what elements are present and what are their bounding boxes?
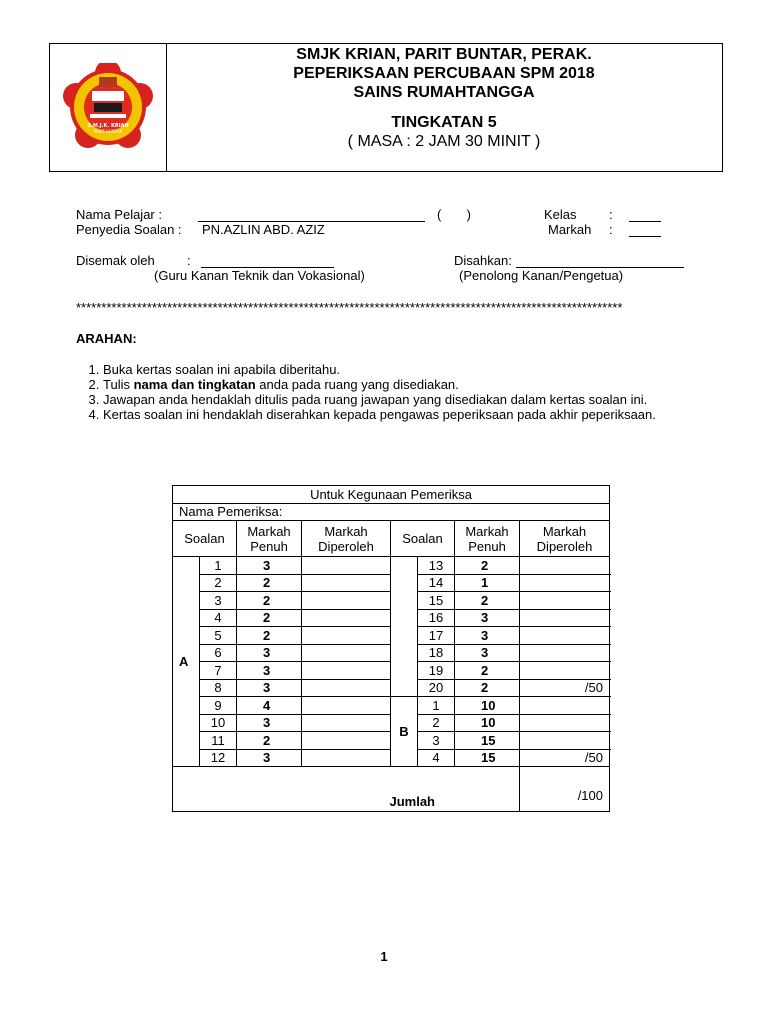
full-mark: 3 xyxy=(455,627,520,645)
section-a-label: A xyxy=(173,557,200,767)
question-number: 3 xyxy=(200,592,237,610)
table-row xyxy=(173,557,610,575)
question-number: 14 xyxy=(418,574,455,592)
obtained-mark-cell[interactable] xyxy=(302,574,391,592)
class-label: Kelas xyxy=(544,207,577,222)
question-number: 19 xyxy=(418,662,455,680)
class-colon: : xyxy=(609,207,613,222)
full-mark: 3 xyxy=(455,609,520,627)
table-row xyxy=(173,697,610,715)
form-title: TINGKATAN 5 xyxy=(391,114,497,131)
duration: ( MASA : 2 JAM 30 MINIT ) xyxy=(347,133,541,150)
logo-text: S.M.J.K. KRIAN xyxy=(87,123,129,129)
full-mark: 3 xyxy=(237,662,302,680)
instruction-item: 4. Kertas soalan ini hendaklah diserahkan kepada pengawas peperiksaan pada akhir peperiksaan. xyxy=(103,407,726,422)
obtained-mark-cell[interactable] xyxy=(302,644,391,662)
student-name-label: Nama Pelajar : xyxy=(76,207,162,222)
instruction-item: 2. Tulis nama dan tingkatan anda pada ruang yang disediakan. xyxy=(103,377,726,392)
obtained-mark-cell[interactable] xyxy=(520,592,610,610)
obtained-mark-cell[interactable] xyxy=(520,609,610,627)
obtained-mark-cell[interactable] xyxy=(302,609,391,627)
obtained-mark-cell[interactable] xyxy=(520,714,610,732)
full-mark: 2 xyxy=(455,679,520,697)
section-a-spacer xyxy=(391,557,418,697)
obtained-mark-cell[interactable] xyxy=(302,662,391,680)
approved-role: (Penolong Kanan/Pengetua) xyxy=(459,268,624,283)
col-header-obtained: Markah Diperoleh xyxy=(302,521,391,557)
logo-subtext: PARIT BUNTAR xyxy=(93,129,123,134)
divider: ************************************************************************************************************ xyxy=(76,300,623,315)
school-name: SMJK KRIAN, PARIT BUNTAR, PERAK. xyxy=(296,46,592,63)
question-number: 7 xyxy=(200,662,237,680)
page-number: 1 xyxy=(380,949,388,964)
obtained-mark-cell[interactable] xyxy=(302,557,391,575)
col-header-full: Markah Penuh xyxy=(455,521,520,557)
question-number: 2 xyxy=(200,574,237,592)
question-number: 8 xyxy=(200,679,237,697)
total-row xyxy=(173,767,610,812)
obtained-mark-cell[interactable] xyxy=(302,697,391,715)
question-number: 2 xyxy=(418,714,455,732)
col-header-question: Soalan xyxy=(391,521,455,557)
total-label: Jumlah xyxy=(173,767,520,812)
marks-table xyxy=(172,485,610,812)
exam-title: PEPERIKSAAN PERCUBAAN SPM 2018 xyxy=(293,65,595,82)
full-mark: 2 xyxy=(237,627,302,645)
setter-label: Penyedia Soalan : xyxy=(76,222,182,237)
obtained-mark-cell[interactable] xyxy=(302,592,391,610)
full-mark: 3 xyxy=(237,644,302,662)
col-header-full: Markah Penuh xyxy=(237,521,302,557)
obtained-mark-cell[interactable] xyxy=(520,732,610,750)
instruction-item: 3. Jawapan anda hendaklah ditulis pada ruang jawapan yang disediakan dalam kertas soalan ini. xyxy=(103,392,726,407)
subtotal-a[interactable]: /50 xyxy=(520,679,610,697)
checked-colon: : xyxy=(187,253,191,268)
full-mark: 2 xyxy=(237,574,302,592)
obtained-mark-cell[interactable] xyxy=(520,574,610,592)
section-b-label: B xyxy=(391,697,418,767)
full-mark: 15 xyxy=(455,749,520,767)
col-header-obtained: Markah Diperoleh xyxy=(520,521,610,557)
full-mark: 10 xyxy=(455,697,520,715)
question-number: 4 xyxy=(200,609,237,627)
obtained-mark-cell[interactable] xyxy=(302,679,391,697)
class-line[interactable] xyxy=(629,221,661,222)
obtained-mark-cell[interactable] xyxy=(302,627,391,645)
school-logo-icon xyxy=(59,63,157,151)
question-number: 6 xyxy=(200,644,237,662)
marks-label: Markah xyxy=(548,222,592,237)
obtained-mark-cell[interactable] xyxy=(302,749,391,767)
obtained-mark-cell[interactable] xyxy=(520,662,610,680)
question-number: 16 xyxy=(418,609,455,627)
question-number: 20 xyxy=(418,679,455,697)
full-mark: 3 xyxy=(237,749,302,767)
question-number: 18 xyxy=(418,644,455,662)
logo-cell xyxy=(50,44,167,171)
full-mark: 3 xyxy=(237,714,302,732)
full-mark: 15 xyxy=(455,732,520,750)
question-number: 11 xyxy=(200,732,237,750)
full-mark: 2 xyxy=(237,609,302,627)
question-number: 1 xyxy=(200,557,237,575)
full-mark: 3 xyxy=(237,679,302,697)
instruction-item: 1. Buka kertas soalan ini apabila diberitahu. xyxy=(103,362,726,377)
question-number: 17 xyxy=(418,627,455,645)
obtained-mark-cell[interactable] xyxy=(302,714,391,732)
full-mark: 3 xyxy=(237,557,302,575)
marks-colon: : xyxy=(609,222,613,237)
checked-label: Disemak oleh xyxy=(76,253,155,268)
question-number: 5 xyxy=(200,627,237,645)
obtained-mark-cell[interactable] xyxy=(520,644,610,662)
total-value[interactable]: /100 xyxy=(520,767,610,812)
obtained-mark-cell[interactable] xyxy=(520,697,610,715)
full-mark: 2 xyxy=(237,732,302,750)
examiner-name[interactable]: Nama Pemeriksa: xyxy=(173,503,610,521)
question-number: 15 xyxy=(418,592,455,610)
table-title: Untuk Kegunaan Pemeriksa xyxy=(173,486,610,504)
full-mark: 1 xyxy=(455,574,520,592)
subtotal-b[interactable]: /50 xyxy=(520,749,610,767)
obtained-mark-cell[interactable] xyxy=(520,627,610,645)
question-number: 12 xyxy=(200,749,237,767)
header-box xyxy=(49,43,723,172)
question-number: 9 xyxy=(200,697,237,715)
question-number: 4 xyxy=(418,749,455,767)
full-mark: 3 xyxy=(455,644,520,662)
full-mark: 10 xyxy=(455,714,520,732)
setter-value: PN.AZLIN ABD. AZIZ xyxy=(202,222,325,237)
approved-label: Disahkan: xyxy=(454,253,512,268)
obtained-mark-cell[interactable] xyxy=(520,557,610,575)
col-header-question: Soalan xyxy=(173,521,237,557)
instructions-list xyxy=(79,362,726,422)
full-mark: 4 xyxy=(237,697,302,715)
full-mark: 2 xyxy=(455,662,520,680)
marks-line[interactable] xyxy=(629,236,661,237)
question-number: 1 xyxy=(418,697,455,715)
full-mark: 2 xyxy=(455,557,520,575)
full-mark: 2 xyxy=(237,592,302,610)
obtained-mark-cell[interactable] xyxy=(302,732,391,750)
student-number-paren: ( ) xyxy=(437,207,471,222)
question-number: 10 xyxy=(200,714,237,732)
question-number: 13 xyxy=(418,557,455,575)
subject-title: SAINS RUMAHTANGGA xyxy=(353,84,535,101)
instructions-heading: ARAHAN: xyxy=(76,331,137,346)
checked-role: (Guru Kanan Teknik dan Vokasional) xyxy=(154,268,365,283)
full-mark: 2 xyxy=(455,592,520,610)
question-number: 3 xyxy=(418,732,455,750)
